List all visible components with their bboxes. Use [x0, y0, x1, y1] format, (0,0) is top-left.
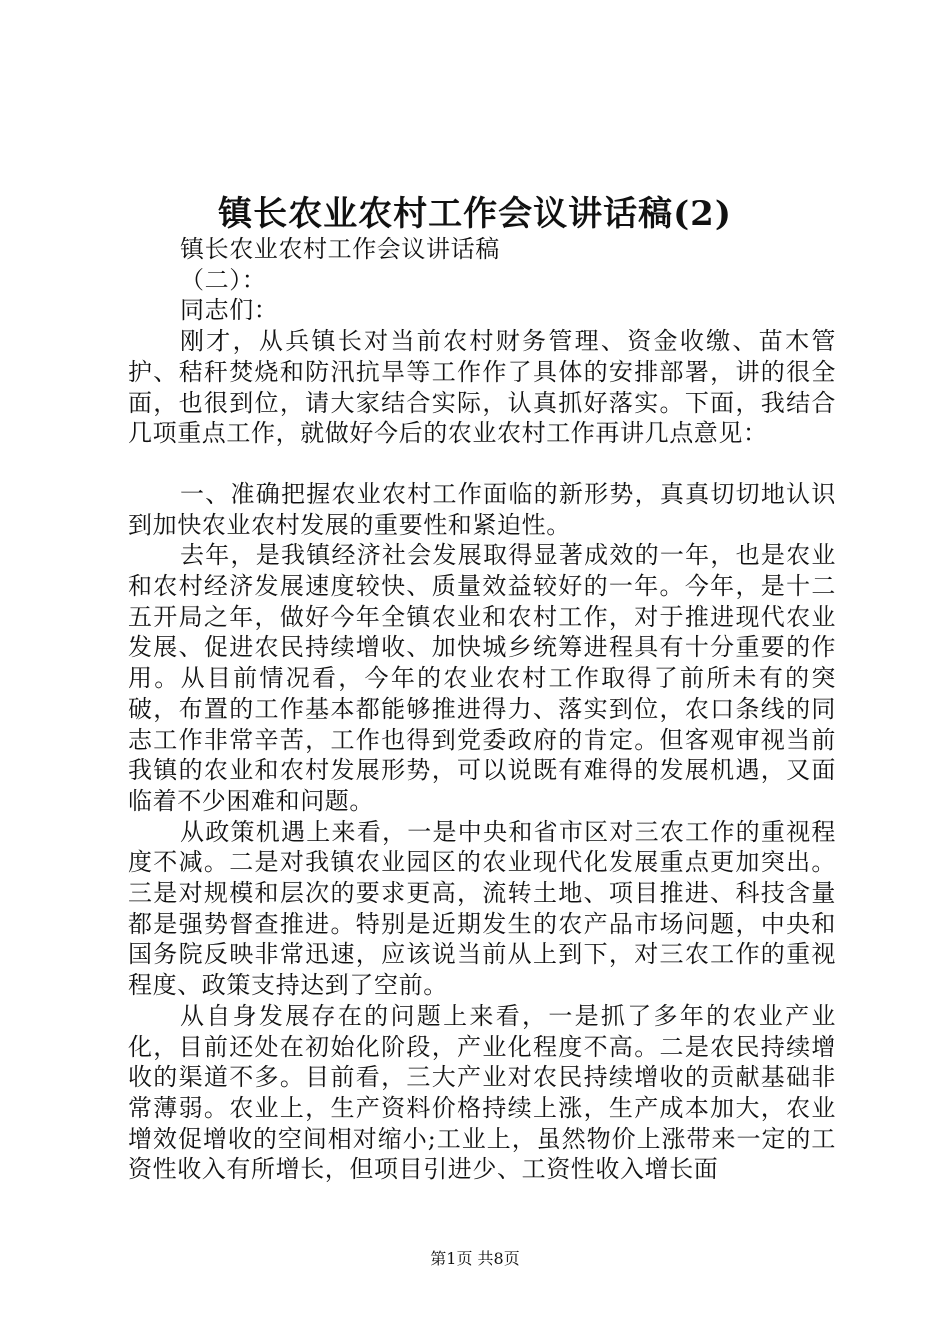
subtitle-number: （二）： — [180, 265, 267, 294]
body-paragraph: 去年，是我镇经济社会发展取得显著成效的一年，也是农业和农村经济发展速度较快、质量效益较好的一年。今年，是十二五开局之年，做好今年全镇农业和农村工作，对于推进现代农业发展、促进农民持续增收、加快城乡统筹进程具有十分重要的作用。从目前情况看，今年的农业农村工作取得了前所未有的突破，布置的工作基本都能够推进得力、落实到位，农口条线的同志工作非常辛苦，工作也得到党委政府的肯定。但客观审视当前我镇的农业和农村发展形势，可以说既有难得的发展机遇，又面临着不少困难和问题。 — [128, 541, 836, 815]
body-paragraph: 刚才，从兵镇长对当前农村财务管理、资金收缴、苗木管护、秸秆焚烧和防汛抗旱等工作作了具体的安排部署，讲的很全面，也很到位，请大家结合实际，认真抓好落实。下面，我结合几项重点工作，就做好今后的农业农村工作再讲几点意见： — [128, 327, 836, 448]
document-title: 镇长农业农村工作会议讲话稿(2) — [218, 194, 732, 234]
body-paragraph: 从自身发展存在的问题上来看，一是抓了多年的农业产业化，目前还处在初始化阶段，产业化程度不高。二是农民持续增收的渠道不多。目前看，三大产业对农民持续增收的贡献基础非常薄弱。农业上，生产资料价格持续上涨，生产成本加大，农业增效促增收的空间相对缩小;工业上，虽然物价上涨带来一定的工资性收入有所增长，但项目引进少、工资性收入增长面 — [128, 1001, 836, 1184]
salutation: 同志们： — [180, 296, 279, 325]
body-paragraph: 从政策机遇上来看，一是中央和省市区对三农工作的重视程度不减。二是对我镇农业园区的农业现代化发展重点更加突出。三是对规模和层次的要求更高，流转土地、项目推进、科技含量都是强势督查推进。特别是近期发生的农产品市场问题，中央和国务院反映非常迅速，应该说当前从上到下，对三农工作的重视程度、政策支持达到了空前。 — [128, 817, 836, 1000]
section-heading: 一、准确把握农业农村工作面临的新形势，真真切切地认识到加快农业农村发展的重要性和紧迫性。 — [128, 479, 836, 539]
document-body — [128, 234, 836, 1185]
page-footer: 第1页 共8页 — [430, 1249, 520, 1268]
subtitle-line: 镇长农业农村工作会议讲话稿 — [180, 235, 500, 263]
